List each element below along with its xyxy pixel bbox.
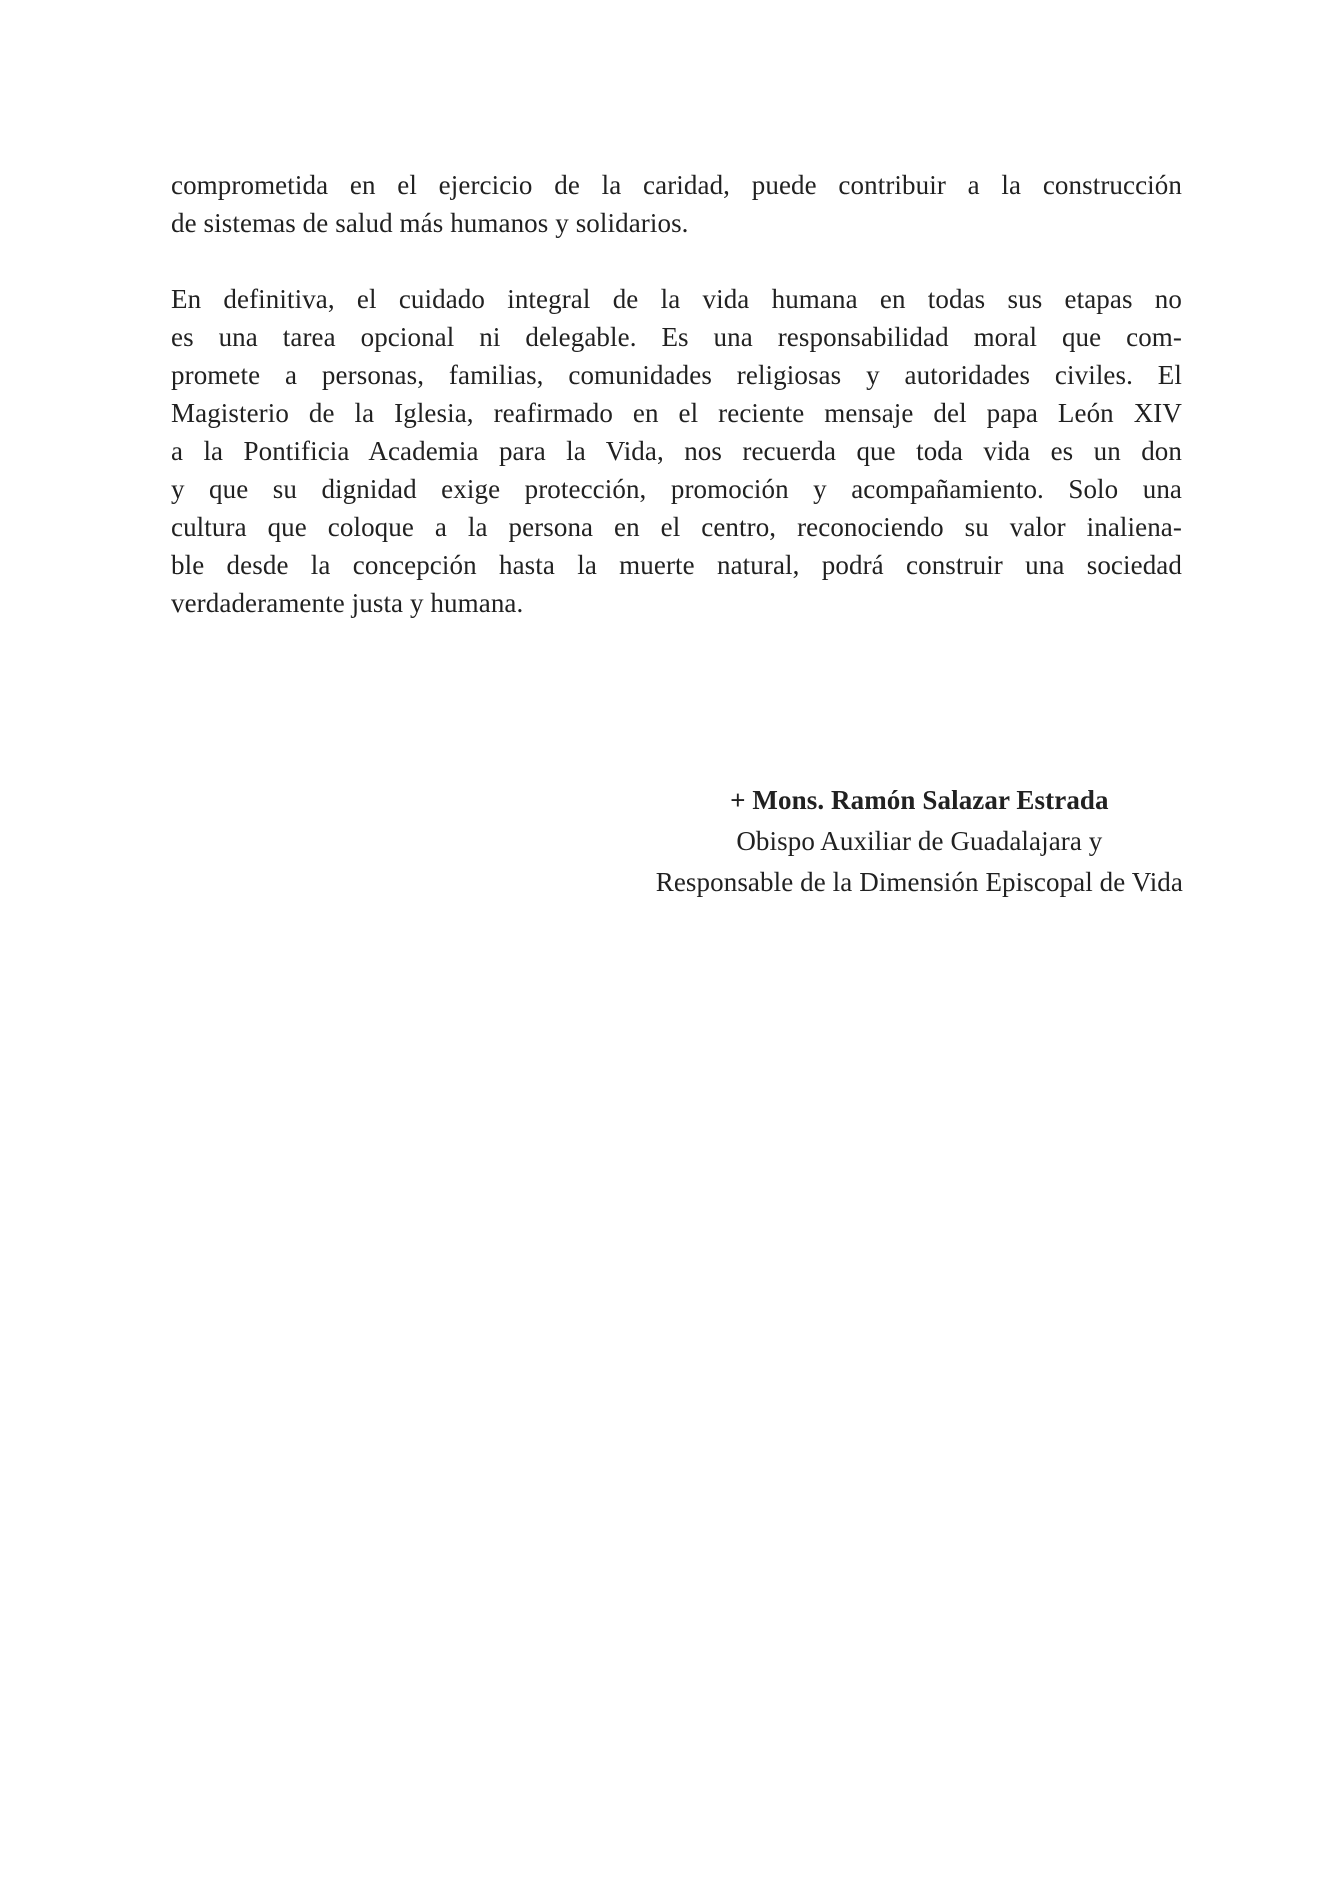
signature-name: + Mons. Ramón Salazar Estrada — [730, 785, 1109, 815]
text-line: a la Pontificia Academia para la Vida, nos recuerda que toda vida es un don — [171, 436, 1182, 466]
signature-role-line: Obispo Auxiliar de Guadalajara y — [736, 826, 1103, 856]
paragraph-2 — [171, 280, 1182, 622]
text-line: cultura que coloque a la persona en el centro, reconociendo su valor inaliena- — [171, 512, 1182, 542]
text-line: comprometida en el ejercicio de la caridad, puede contribuir a la construcción — [171, 170, 1182, 200]
text-line: de sistemas de salud más humanos y solidarios. — [171, 208, 689, 238]
text-line: verdaderamente justa y humana. — [171, 588, 524, 618]
paragraph-1 — [171, 166, 1182, 242]
text-line: Magisterio de la Iglesia, reafirmado en el reciente mensaje del papa León XIV — [171, 398, 1182, 428]
text-line: y que su dignidad exige protección, promoción y acompañamiento. Solo una — [171, 474, 1182, 504]
signature-role-line: Responsable de la Dimensión Episcopal de Vida — [655, 867, 1183, 897]
text-line: ble desde la concepción hasta la muerte natural, podrá construir una sociedad — [171, 550, 1182, 580]
signature-block — [656, 780, 1183, 903]
text-line: promete a personas, familias, comunidades religiosas y autoridades civiles. El — [171, 360, 1182, 390]
text-line: En definitiva, el cuidado integral de la vida humana en todas sus etapas no — [171, 284, 1182, 314]
text-line: es una tarea opcional ni delegable. Es una responsabilidad moral que com- — [171, 322, 1182, 352]
letter-body — [171, 166, 1182, 622]
